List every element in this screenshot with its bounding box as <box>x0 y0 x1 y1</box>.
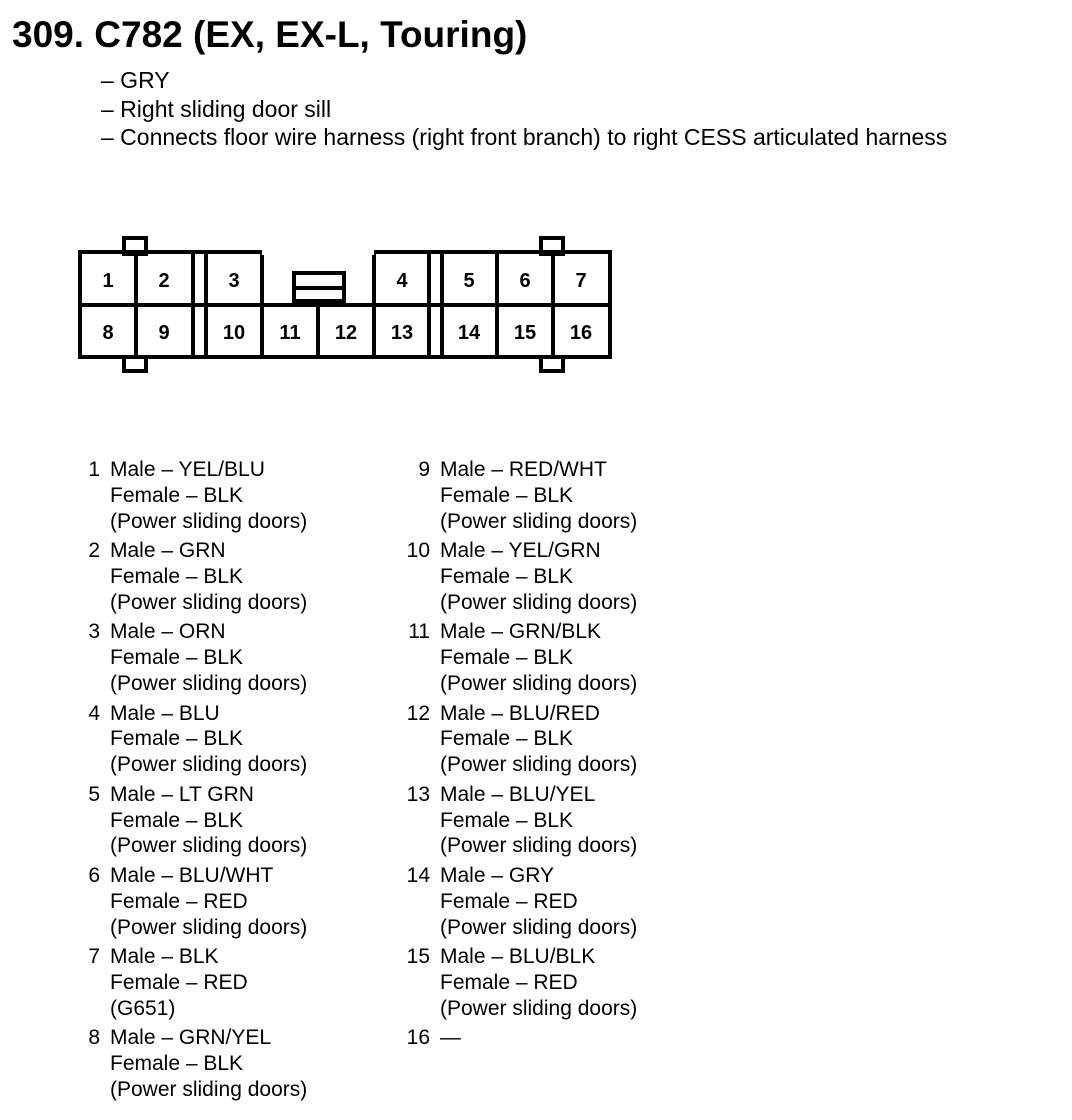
pin-female-wire: Female – BLK <box>110 1052 244 1076</box>
pin-circuit: (Power sliding doors) <box>110 509 308 533</box>
pin-number: 4 <box>88 701 100 725</box>
pin-female-wire: Female – BLK <box>440 646 574 670</box>
pin-number: 5 <box>88 782 100 806</box>
connector-connects: – Connects floor wire harness (right front branch) to right CESS articulated harness <box>101 124 948 150</box>
pin-details <box>110 457 307 534</box>
pin-details <box>110 701 307 778</box>
pin-details <box>440 1025 461 1051</box>
pin-male-wire: Male – GRY <box>440 864 554 887</box>
pin-male-wire: Male – BLU/BLK <box>440 945 596 969</box>
pin-circuit: (Power sliding doors) <box>440 671 638 695</box>
pin-circuit: (Power sliding doors) <box>440 590 638 614</box>
pin-label: 6 <box>519 270 531 292</box>
pin-label: 10 <box>222 322 246 344</box>
locking-tab-bottom-right <box>541 357 563 371</box>
pin-female-wire: Female – BLK <box>440 483 574 507</box>
pin-number: 2 <box>88 539 100 563</box>
pin-number: 13 <box>406 782 430 806</box>
pin-details <box>440 538 637 615</box>
pin-female-wire: Female – RED <box>440 970 578 994</box>
pin-number: 16 <box>406 1026 430 1050</box>
pin-details <box>440 782 637 859</box>
pin-male-wire: Male – RED/WHT <box>440 458 607 481</box>
pin-details <box>110 1025 307 1102</box>
pin-male-wire: Male – GRN <box>110 539 226 563</box>
pin-label: 3 <box>228 270 240 292</box>
pin-details <box>440 619 637 696</box>
pin-circuit: (Power sliding doors) <box>440 753 638 777</box>
pin-female-wire: Female – BLK <box>440 808 574 832</box>
pin-female-wire: Female – BLK <box>440 564 574 588</box>
pin-number: 7 <box>88 945 100 969</box>
pin-label: 2 <box>158 270 170 292</box>
pin-label: 13 <box>390 322 414 344</box>
pin-circuit: (Power sliding doors) <box>440 509 638 533</box>
pin-male-wire: Male – BLU/WHT <box>110 864 274 887</box>
pin-label: 11 <box>279 322 301 344</box>
pin-number: 1 <box>88 458 100 481</box>
pin-number: 9 <box>418 458 430 481</box>
pin-female-wire: Female – RED <box>110 889 248 913</box>
pin-number: 11 <box>408 620 430 644</box>
pin-number: 8 <box>88 1026 100 1050</box>
pin-female-wire: Female – BLK <box>110 727 244 751</box>
pin-circuit: (Power sliding doors) <box>440 915 638 939</box>
pin-details <box>110 944 248 1021</box>
pin-number: 6 <box>88 864 100 887</box>
connector-location: – Right sliding door sill <box>101 95 332 122</box>
pin-female-wire: Female – BLK <box>110 646 244 670</box>
page-title: 309. C782 (EX, EX-L, Touring) <box>12 14 528 55</box>
pin-details <box>440 457 637 534</box>
locking-tab-bottom-left <box>124 357 146 371</box>
pin-circuit: (Power sliding doors) <box>440 834 638 858</box>
pin-circuit: (Power sliding doors) <box>110 834 308 858</box>
pin-circuit: (Power sliding doors) <box>110 590 308 614</box>
pin-details <box>110 863 307 940</box>
pin-details <box>110 538 307 615</box>
pin-female-wire: Female – BLK <box>110 808 244 832</box>
pin-male-wire: Male – BLU <box>110 701 220 725</box>
pin-label: 12 <box>334 322 358 344</box>
pin-male-wire: Male – LT GRN <box>110 782 254 806</box>
pin-male-wire: Male – YEL/GRN <box>440 539 601 563</box>
connector-diagram <box>0 0 1072 420</box>
pin-circuit: (Power sliding doors) <box>110 915 308 939</box>
pin-male-wire: Male – BLK <box>110 945 219 969</box>
pin-male-wire: Male – BLU/RED <box>440 701 600 725</box>
pin-male-wire: Male – GRN/YEL <box>110 1026 272 1050</box>
pin-female-wire: Female – BLK <box>440 727 574 751</box>
pin-label: 9 <box>158 322 170 344</box>
pin-details <box>440 863 637 940</box>
pin-label: 1 <box>102 270 114 292</box>
pin-label: 14 <box>457 322 481 344</box>
pin-details <box>110 782 307 859</box>
pin-male-wire: — <box>440 1026 461 1050</box>
pin-circuit: (G651) <box>110 996 176 1020</box>
pin-circuit: (Power sliding doors) <box>440 996 638 1020</box>
pin-label: 4 <box>396 270 408 292</box>
pin-circuit: (Power sliding doors) <box>110 753 308 777</box>
pin-male-wire: Male – YEL/BLU <box>110 458 265 481</box>
pin-label: 15 <box>513 322 537 344</box>
pin-label: 5 <box>463 270 475 292</box>
pin-female-wire: Female – RED <box>110 970 248 994</box>
pin-number: 10 <box>406 539 430 563</box>
pin-label: 7 <box>575 270 587 292</box>
connector-color: – GRY <box>101 67 170 93</box>
pin-number: 12 <box>406 701 430 725</box>
pin-details <box>110 619 307 696</box>
pin-details <box>440 944 637 1021</box>
pin-label: 16 <box>569 322 593 344</box>
pin-male-wire: Male – GRN/BLK <box>440 620 602 644</box>
pin-circuit: (Power sliding doors) <box>110 671 308 695</box>
pin-label: 8 <box>102 322 114 344</box>
pin-female-wire: Female – BLK <box>110 564 244 588</box>
pin-male-wire: Male – ORN <box>110 620 226 644</box>
pin-female-wire: Female – BLK <box>110 483 244 507</box>
pin-number: 15 <box>406 945 430 969</box>
pin-number: 14 <box>406 864 430 887</box>
pin-number: 3 <box>88 620 100 644</box>
pin-details <box>440 701 637 778</box>
pin-circuit: (Power sliding doors) <box>110 1077 308 1101</box>
pin-male-wire: Male – BLU/YEL <box>440 782 596 806</box>
pin-female-wire: Female – RED <box>440 889 578 913</box>
